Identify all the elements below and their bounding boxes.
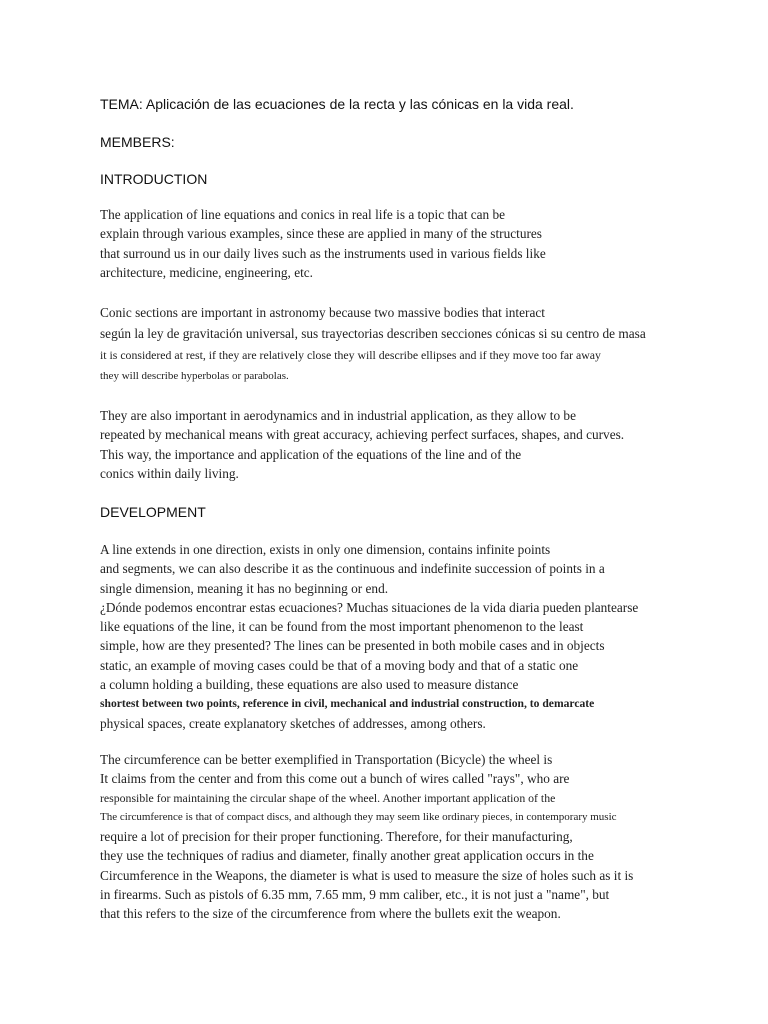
paragraph-line: explain through various examples, since these are applied in many of the structures <box>100 226 542 242</box>
paragraph-line: like equations of the line, it can be found from the most important phenomenon to the least <box>100 619 584 635</box>
paragraph-line: that this refers to the size of the circumference from where the bullets exit the weapon. <box>100 906 561 922</box>
introduction-heading: INTRODUCTION <box>100 171 208 187</box>
dev-paragraph-2 <box>100 750 633 924</box>
paragraph-line: según la ley de gravitación universal, sus trayectorias describen secciones cónicas si su centro de masa <box>100 326 646 341</box>
paragraph-line: shortest between two points, reference in civil, mechanical and industrial construction, to demarcate <box>100 697 595 711</box>
members-label: MEMBERS: <box>100 134 175 150</box>
paragraph-line: a column holding a building, these equations are also used to measure distance <box>100 677 519 693</box>
paragraph-line: conics within daily living. <box>100 465 239 481</box>
paragraph-line: require a lot of precision for their proper functioning. Therefore, for their manufacturing, <box>100 829 573 845</box>
development-heading: DEVELOPMENT <box>100 504 206 520</box>
paragraph-line: it is considered at rest, if they are relatively close they will describe ellipses and if they move too far away <box>100 348 601 362</box>
paragraph-line: It claims from the center and from this come out a bunch of wires called "rays", who are <box>100 771 570 787</box>
paragraph-line: single dimension, meaning it has no beginning or end. <box>100 580 389 596</box>
paragraph-line: They are also important in aerodynamics and in industrial application, as they allow to be <box>100 408 576 423</box>
paragraph-line: The circumference can be better exemplified in Transportation (Bicycle) the wheel is <box>100 752 553 767</box>
document-title: TEMA: Aplicación de las ecuaciones de la recta y las cónicas en la vida real. <box>100 96 574 112</box>
paragraph-line: repeated by mechanical means with great accuracy, achieving perfect surfaces, shapes, and curves. <box>100 427 625 443</box>
paragraph-line: responsible for maintaining the circular shape of the wheel. Another important application of the <box>100 790 556 805</box>
paragraph-line: they will describe hyperbolas or parabolas. <box>100 370 289 382</box>
paragraph-line: ¿Dónde podemos encontrar estas ecuaciones? Muchas situaciones de la vida diaria pueden plantearse <box>100 599 639 615</box>
intro-paragraph-2 <box>100 302 646 386</box>
intro-paragraph-1 <box>100 205 546 282</box>
intro-paragraph-3 <box>100 406 624 483</box>
paragraph-line: they use the techniques of radius and diameter, finally another great application occurs in the <box>100 848 594 864</box>
dev-paragraph-1 <box>100 540 638 733</box>
paragraph-line: This way, the importance and application of the equations of the line and of the <box>100 446 522 462</box>
paragraph-line: Conic sections are important in astronomy because two massive bodies that interact <box>100 305 545 320</box>
paragraph-line: physical spaces, create explanatory sketches of addresses, among others. <box>100 715 486 731</box>
paragraph-line: that surround us in our daily lives such as the instruments used in various fields like <box>100 245 546 261</box>
paragraph-line: A line extends in one direction, exists in only one dimension, contains infinite points <box>100 542 551 557</box>
paragraph-line: architecture, medicine, engineering, etc. <box>100 264 314 280</box>
paragraph-line: in firearms. Such as pistols of 6.35 mm, 7.65 mm, 9 mm caliber, etc., it is not just a "name", but <box>100 887 610 903</box>
paragraph-line: static, an example of moving cases could be that of a moving body and that of a static one <box>100 657 579 673</box>
paragraph-line: Circumference in the Weapons, the diameter is what is used to measure the size of holes such as it is <box>100 867 634 883</box>
paragraph-line: The application of line equations and conics in real life is a topic that can be <box>100 207 506 222</box>
paragraph-line: simple, how are they presented? The lines can be presented in both mobile cases and in objects <box>100 638 605 654</box>
paragraph-line: and segments, we can also describe it as the continuous and indefinite succession of points in a <box>100 561 605 577</box>
paragraph-line: The circumference is that of compact discs, and although they may seem like ordinary pieces, in contemporary music <box>100 810 617 823</box>
